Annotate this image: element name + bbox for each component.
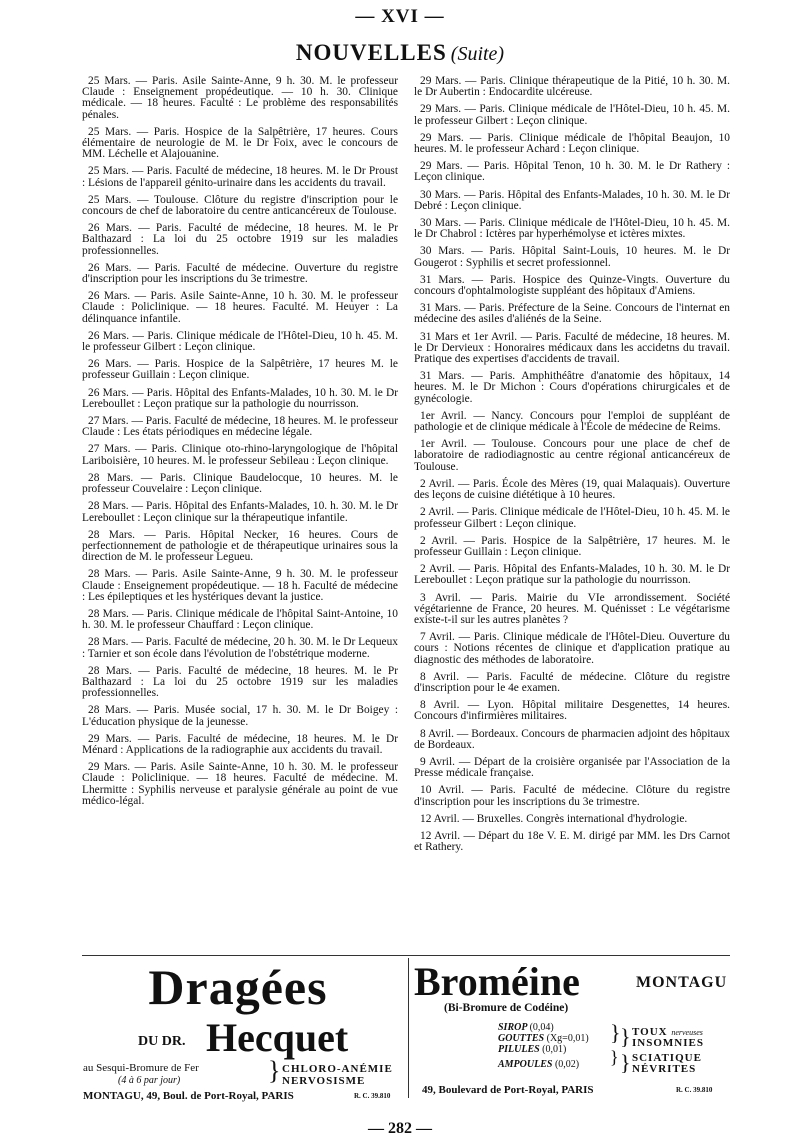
news-entry: 30 Mars. — Paris. Clinique médicale de l'Hôtel-Dieu, 10 h. 45. M. le Dr Chabrol : Ictères par hyperhémolyse et ictères mixtes.	[414, 217, 730, 241]
ad-form-ampoules: AMPOULES (0,02)	[498, 1059, 580, 1070]
brace-icon: }	[620, 1050, 631, 1075]
news-entry: 1er Avril. — Nancy. Concours pour l'emploi de suppléant de pathologie et de clinique médicale à l'École de médecine de Reims.	[414, 409, 730, 434]
news-entry: 30 Mars. — Paris. Hôpital Saint-Louis, 10 heures. M. le Dr Gougerot : Syphilis et secret professionnel.	[414, 245, 730, 269]
ad-indication-sciatique: SCIATIQUE	[632, 1052, 702, 1064]
ad-dose: (4 à 6 par jour)	[118, 1075, 181, 1086]
news-entry: 25 Mars. — Toulouse. Clôture du registre d'inscription pour le concours de chef de laboratoire du centre anticancéreux de Toulouse.	[82, 193, 398, 218]
news-entry: 26 Mars. — Paris. Asile Sainte-Anne, 10 h. 30. M. le professeur Claude : Policlinique. — 18 heures. Faculté. M. Heuyer : La délinquance infantile.	[82, 290, 398, 325]
ad-registration: R. C. 39.810	[354, 1092, 391, 1100]
ad-indication-nevrites: NÉVRITES	[632, 1063, 697, 1075]
section-title	[0, 40, 800, 66]
ad-subtitle: (Bi-Bromure de Codéine)	[444, 1002, 569, 1014]
news-entry: 2 Avril. — Paris. Hôpital des Enfants-Malades, 10 h. 30. M. le Dr Lereboullet : Leçon pratique sur la pathologie du nourrisson.	[414, 563, 730, 587]
page-roman-numeral: — XVI —	[355, 6, 445, 27]
left-column	[82, 76, 398, 813]
ad-brand: MONTAGU	[636, 974, 728, 991]
ad-address: 49, Boulevard de Port-Royal, PARIS	[422, 1084, 594, 1096]
news-entry: 28 Mars. — Paris. Musée social, 17 h. 30. M. le Dr Boigey : L'éducation physique de la jeunesse.	[82, 704, 398, 728]
ad-form-sirop: SIROP (0,04)	[498, 1022, 554, 1033]
news-entry: 31 Mars. — Paris. Amphithéâtre d'anatomie des hôpitaux, 14 heures. M. le Dr Michon : Cours d'opérations chirurgicales et de gynécologie.	[414, 370, 730, 405]
news-entry: 31 Mars. — Paris. Hospice des Quinze-Vingts. Ouverture du concours d'ophtalmologiste suppléant des hôpitaux d'Amiens.	[414, 273, 730, 298]
brace-icon: }	[620, 1024, 631, 1049]
news-entry: 8 Avril. — Bordeaux. Concours de pharmacien adjoint des hôpitaux de Bordeaux.	[414, 727, 730, 751]
news-entry: 28 Mars. — Paris. Hôpital Necker, 16 heures. Cours de perfectionnement de pathologie et de thérapeutique urinaires sous la direction de M. le professeur Legueu.	[82, 528, 398, 564]
ad-divider	[408, 958, 409, 1098]
advertisement-bromeine	[414, 959, 730, 1102]
news-entry: 28 Mars. — Paris. Asile Sainte-Anne, 9 h. 30. M. le professeur Claude : Enseignement propédeutique. — 18 h. Faculté de médecine : Les épileptiques et les hystériques devant la justice.	[82, 568, 398, 603]
ad-indication-2: NERVOSISME	[282, 1075, 366, 1087]
news-entry: 27 Mars. — Paris. Clinique oto-rhino-laryngologique de l'hôpital Lariboisière, 10 heures. M. le professeur Sebileau : Leçon clinique.	[82, 443, 398, 467]
ad-form-pilules: PILULES (0,01)	[498, 1044, 567, 1055]
news-entry: 25 Mars. — Paris. Asile Sainte-Anne, 9 h. 30. M. le professeur Claude : Enseignement propédeutique. — 10 h. 30. Clinique médicale. — 18 heures. Faculté : Le problème des responsabilités pénales.	[82, 75, 398, 121]
ad-indication-1: CHLORO-ANÉMIE	[282, 1063, 393, 1075]
news-entry: 2 Avril. — Paris. Clinique médicale de l'Hôtel-Dieu, 10 h. 45. M. le professeur Gilbert : Leçon clinique.	[414, 506, 730, 530]
news-entry: 25 Mars. — Paris. Faculté de médecine, 18 heures. M. le Dr Proust : Lésions de l'appareil génito-urinaire dans les accidents du travail.	[82, 165, 398, 189]
news-entry: 8 Avril. — Lyon. Hôpital militaire Desgenettes, 14 heures. Concours d'infirmières militaires.	[414, 699, 730, 723]
news-entry: 29 Mars. — Paris. Clinique thérapeutique de la Pitié, 10 h. 30. M. le Dr Aubertin : Endocardite ulcéreuse.	[414, 75, 730, 99]
news-entry: 8 Avril. — Paris. Faculté de médecine. Clôture du registre d'inscription pour le 4e examen.	[414, 670, 730, 694]
news-entry: 12 Avril. — Départ du 18e V. E. M. dirigé par MM. les Drs Carnot et Rathery.	[414, 829, 730, 854]
news-entry: 10 Avril. — Paris. Faculté de médecine. Clôture du registre d'inscription pour les inscriptions du 3e trimestre.	[414, 784, 730, 808]
news-entry: 26 Mars. — Paris. Hôpital des Enfants-Malades, 10 h. 30. M. le Dr Lereboullet : Leçon pratique sur la pathologie du nourrisson.	[82, 386, 398, 410]
advertisement-dragees-hecquet	[78, 959, 398, 1102]
ad-separator-rule	[82, 955, 730, 956]
ad-registration: R. C. 39.810	[676, 1086, 713, 1094]
news-entry: 29 Mars. — Paris. Clinique médicale de l'Hôtel-Dieu, 10 h. 45. M. le professeur Gilbert : Leçon clinique.	[414, 103, 730, 127]
brace-icon: }	[610, 1047, 619, 1067]
news-entry: 28 Mars. — Paris. Faculté de médecine, 18 heures. M. le Pr Balthazard : La loi du 25 octobre 1919 sur les maladies professionnelles.	[82, 664, 398, 700]
news-entry: 3 Avril. — Paris. Mairie du VIe arrondissement. Société végétarienne de France, 20 heures. M. Quénisset : Le végétarisme existe-t-il sur les autres planètes ?	[414, 591, 730, 626]
news-entry: 29 Mars. — Paris. Hôpital Tenon, 10 h. 30. M. le Dr Rathery : Leçon clinique.	[414, 160, 730, 184]
page-number: — 282 —	[368, 1120, 432, 1137]
ad-indication-toux: TOUX nerveuses	[632, 1026, 703, 1038]
news-entry: 7 Avril. — Paris. Clinique médicale de l'Hôtel-Dieu. Ouverture du cours : Notions récentes de clinique et d'application pratique au diagnostic des méthodes de laboratoire.	[414, 631, 730, 666]
news-entry: 29 Mars. — Paris. Clinique médicale de l'hôpital Beaujon, 10 heures. M. le professeur Achard : Leçon clinique.	[414, 131, 730, 156]
ad-form-gouttes: GOUTTES (Xg=0,01)	[498, 1033, 589, 1044]
news-entry: 28 Mars. — Paris. Hôpital des Enfants-Malades, 10. h. 30. M. le Dr Lereboullet : Leçon clinique sur la thérapeutique infantile.	[82, 500, 398, 524]
ad-maker-name: Hecquet	[206, 1015, 349, 1060]
news-entry: 26 Mars. — Paris. Clinique médicale de l'Hôtel-Dieu, 10 h. 45. M. le professeur Gilbert : Leçon clinique.	[82, 329, 398, 354]
news-entry: 26 Mars. — Paris. Faculté de médecine, 18 heures. M. le Pr Balthazard : La loi du 25 octobre 1919 sur les maladies professionnelles.	[82, 222, 398, 257]
ad-indication-insomnies: INSOMNIES	[632, 1037, 704, 1049]
ad-compound: au Sesqui-Bromure de Fer	[83, 1062, 199, 1074]
subtitle-text: (Suite)	[450, 43, 505, 65]
news-entry: 1er Avril. — Toulouse. Concours pour une place de chef de laboratoire de radiodiagnostic au centre régional anticancéreux de Toulouse.	[414, 438, 730, 473]
ad-address: MONTAGU, 49, Boul. de Port-Royal, PARIS	[83, 1090, 294, 1102]
news-entry: 31 Mars. — Paris. Préfecture de la Seine. Concours de l'internat en médecine des asiles d'aliénés de la Seine.	[414, 302, 730, 326]
news-entry: 30 Mars. — Paris. Hôpital des Enfants-Malades, 10 h. 30. M. le Dr Debré : Leçon clinique.	[414, 188, 730, 212]
news-entry: 2 Avril. — Paris. École des Mères (19, quai Malaquais). Ouverture des leçons de cuisine diététique à 10 heures.	[414, 477, 730, 502]
ad-product-name: Dragées	[148, 959, 328, 1015]
news-entry: 26 Mars. — Paris. Hospice de la Salpêtrière, 17 heures M. le professeur Guillain : Leçon clinique.	[82, 358, 398, 382]
ad-du-dr: DU DR.	[138, 1034, 186, 1049]
news-entry: 29 Mars. — Paris. Faculté de médecine, 18 heures. M. le Dr Ménard : Applications de la radiographie aux accidents du travail.	[82, 732, 398, 756]
title-text: NOUVELLES	[295, 40, 447, 65]
news-entry: 12 Avril. — Bruxelles. Congrès international d'hydrologie.	[420, 812, 688, 825]
ad-product-name: Broméine	[414, 959, 580, 1004]
news-entry: 9 Avril. — Départ de la croisière organisée par l'Association de la Presse médicale française.	[414, 755, 730, 780]
news-entry: 26 Mars. — Paris. Faculté de médecine. Ouverture du registre d'inscription pour les inscriptions du 3e trimestre.	[82, 261, 398, 286]
news-entry: 25 Mars. — Paris. Hospice de la Salpêtrière, 17 heures. Cours élémentaire de neurologie de M. le Dr Foix, avec le concours de MM. Léchelle et Alajouanine.	[82, 125, 398, 161]
news-entry: 28 Mars. — Paris. Clinique médicale de l'hôpital Saint-Antoine, 10 h. 30. M. le professeur Chauffard : Leçon clinique.	[82, 607, 398, 632]
news-entry: 2 Avril. — Paris. Hospice de la Salpêtrière, 17 heures. M. le professeur Guillain : Leçon clinique.	[414, 534, 730, 558]
news-entry: 29 Mars. — Paris. Asile Sainte-Anne, 10 h. 30. M. le professeur Claude : Policlinique. — 18 heures. Faculté de médecine. M. Lhermitte : Syphilis nerveuse et paralysie générale au point de vue médico-légal.	[82, 761, 398, 807]
news-entry: 27 Mars. — Paris. Faculté de médecine, 18 heures. M. le professeur Claude : Les états périodiques en médecine légale.	[82, 415, 398, 439]
brace-icon: }	[610, 1020, 621, 1045]
news-entry: 31 Mars et 1er Avril. — Paris. Faculté de médecine, 18 heures. M. le Dr Dervieux : Honoraires médicaux dans les accidetns du travail. Pratique des expertises d'accidents de travail.	[414, 330, 730, 366]
brace-icon: }	[268, 1056, 281, 1085]
news-entry: 28 Mars. — Paris. Clinique Baudelocque, 10 heures. M. le professeur Couvelaire : Leçon clinique.	[82, 471, 398, 496]
news-entry: 28 Mars. — Paris. Faculté de médecine, 20 h. 30. M. le Dr Lequeux : Tarnier et son école dans l'évolution de l'obstétrique moderne.	[82, 636, 398, 660]
right-column	[414, 76, 730, 859]
